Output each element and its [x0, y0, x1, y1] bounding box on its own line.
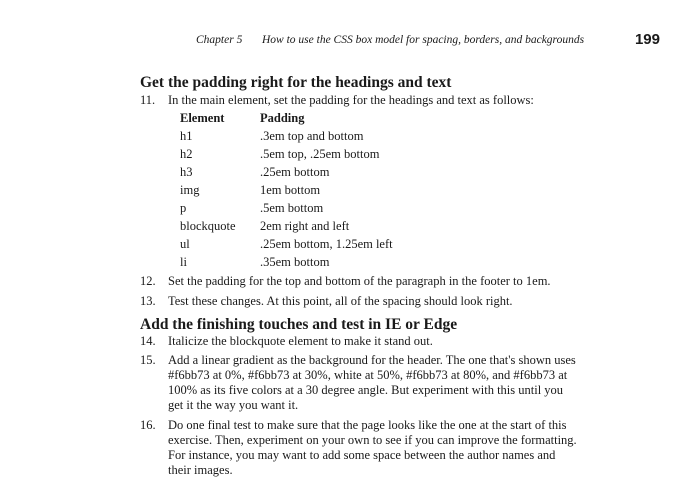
cell-padding: .3em top and bottom: [260, 128, 364, 143]
cell-padding: .5em bottom: [260, 200, 324, 215]
cell-element: blockquote: [180, 218, 236, 233]
table-row: [180, 163, 580, 181]
chapter-label: Chapter 5: [196, 34, 243, 46]
table-row: [180, 235, 580, 253]
step-text: Test these changes. At this point, all of the spacing should look right.: [168, 294, 513, 308]
section-heading-finishing: Add the finishing touches and test in IE or Edge: [140, 316, 458, 333]
table-row: [180, 217, 580, 235]
step-text: Do one final test to make sure that the page looks like the one at the start of this exercise. Then, experiment on your own to see if you can improve the formatting. For instance, you may want to add some space between the author names and their images.: [168, 418, 577, 477]
table-row: [180, 127, 580, 145]
table-header-row: [180, 109, 580, 127]
step-15: [140, 353, 580, 413]
step-number: 13.: [140, 294, 156, 308]
column-header-padding: Padding: [260, 110, 305, 125]
chapter-title: How to use the CSS box model for spacing, borders, and backgrounds: [262, 34, 585, 46]
step-16: [140, 418, 580, 478]
column-header-element: Element: [180, 110, 225, 125]
cell-element: h1: [180, 128, 193, 143]
cell-element: h3: [180, 164, 193, 179]
cell-padding: .5em top, .25em bottom: [260, 146, 380, 161]
padding-table: [180, 109, 580, 271]
step-number: 12.: [140, 274, 156, 288]
section-heading-padding: Get the padding right for the headings and text: [140, 74, 452, 91]
cell-element: img: [180, 182, 200, 197]
table-row: [180, 199, 580, 217]
table-row: [180, 145, 580, 163]
step-14: [140, 334, 580, 349]
page-number: 199: [634, 31, 660, 48]
step-11: [140, 93, 580, 108]
table-row: [180, 181, 580, 199]
step-number: 14.: [140, 334, 156, 348]
step-12: [140, 274, 580, 289]
step-text: Set the padding for the top and bottom of the paragraph in the footer to 1em.: [168, 274, 551, 288]
cell-padding: 1em bottom: [260, 182, 321, 197]
cell-padding: 2em right and left: [260, 218, 350, 233]
table-row: [180, 253, 580, 271]
cell-element: p: [180, 200, 187, 215]
step-number: 11.: [140, 93, 156, 107]
cell-padding: .25em bottom: [260, 164, 330, 179]
step-number: 16.: [140, 418, 156, 432]
step-13: [140, 294, 580, 309]
step-text: Add a linear gradient as the background for the header. The one that's shown uses #f6bb73 at 0%, #f6bb73 at 30%, white at 50%, #f6bb73 at 80%, and #f6bb73 at 100% as its five colors at a 30 degree angle. But experiment with this until you get it the way you want it.: [168, 353, 576, 412]
step-number: 15.: [140, 353, 156, 367]
step-text: Italicize the blockquote element to make it stand out.: [168, 334, 433, 348]
cell-padding: .25em bottom, 1.25em left: [260, 236, 393, 251]
cell-element: ul: [180, 236, 190, 251]
step-text: In the main element, set the padding for the headings and text as follows:: [168, 93, 534, 107]
page-content: [140, 74, 580, 478]
cell-element: li: [180, 254, 187, 269]
cell-padding: .35em bottom: [260, 254, 330, 269]
cell-element: h2: [180, 146, 193, 161]
